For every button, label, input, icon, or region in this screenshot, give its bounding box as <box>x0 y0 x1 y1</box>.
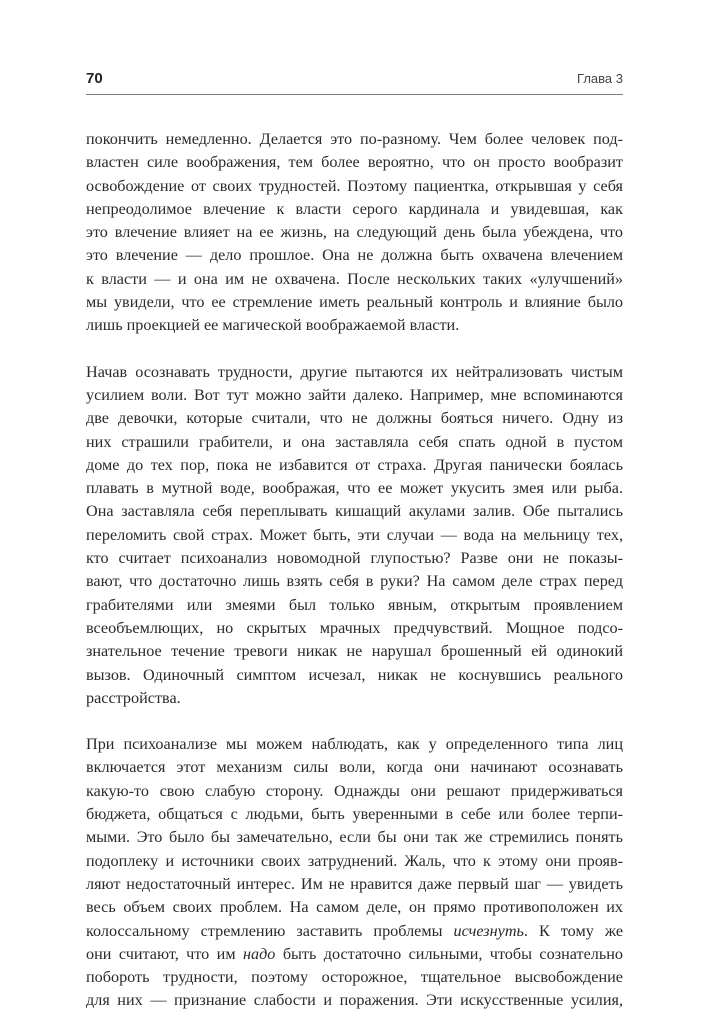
text-line: Она заставляла себя переплывать кишащий акулами залив. Обе пытались <box>86 502 623 521</box>
paragraph-3 <box>86 733 623 1013</box>
text-line: включается этот механизм силы воли, когда они начинают осознавать <box>86 758 623 777</box>
text-line: лишь проекцией ее магической воображаемой власти. <box>86 316 460 335</box>
text-line: к власти — и она им не охвачена. После нескольких таких «улучшений» <box>86 269 623 288</box>
text-line: это влечение — дело прошлое. Она не должна быть охвачена влечением <box>86 246 623 265</box>
text-line: колоссальному стремлению заставить проблемы исчезнуть. К тому же <box>86 921 623 940</box>
emphasis: исчезнуть <box>453 921 524 940</box>
text-line: знательное течение тревоги никак не нарушал брошенный ей одинокий <box>86 642 623 661</box>
header-divider <box>86 94 623 95</box>
text-line: плавать в мутной воде, воображая, что ее может укусить змея или рыба. <box>86 479 623 498</box>
text-line: мыми. Это было бы замечательно, если бы они так же стремились понять <box>86 828 623 847</box>
text-line: переломить свой страх. Может быть, эти случаи — вода на мельницу тех, <box>86 525 623 544</box>
text-line: две девочки, которые считали, что не должны бояться ничего. Одну из <box>86 409 623 428</box>
text-line: бюджета, общаться с людьми, быть уверенными в себе или более терпи- <box>86 805 623 824</box>
text-line: покончить немедленно. Делается это по-разному. Чем более человек под- <box>86 130 623 148</box>
page-number: 70 <box>86 70 103 87</box>
text-line: освобождение от своих трудностей. Поэтому пациентка, открывшая у себя <box>86 176 623 195</box>
text-line: вают, что достаточно лишь взять себя в руки? На самом деле страх перед <box>86 572 623 591</box>
text-line: непреодолимое влечение к власти серого кардинала и увидевшая, как <box>86 199 623 218</box>
text-line: Начав осознавать трудности, другие пытаются их нейтрализовать чистым <box>86 362 623 381</box>
paragraph-2 <box>86 361 623 710</box>
text-line: они считают, что им надо быть достаточно сильными, чтобы сознательно <box>86 944 623 963</box>
text-line: вызов. Одиночный симптом исчезал, никак не коснувшись реального <box>86 665 623 684</box>
emphasis: надо <box>242 944 276 963</box>
chapter-title: Глава 3 <box>577 71 623 86</box>
text-line: При психоанализе мы можем наблюдать, как у определенного типа лиц <box>86 735 623 754</box>
text-line: них страшили грабители, и она заставляла себя спать одной в пустом <box>86 432 623 451</box>
text-line: усилием воли. Вот тут можно зайти далеко. Например, мне вспоминаются <box>86 385 623 404</box>
text-line: весь объем своих проблем. На самом деле, он прямо противоположен их <box>86 898 623 917</box>
text-line: побороть трудности, поэтому осторожное, тщательное высвобождение <box>86 968 623 987</box>
text-line: ляют недостаточный интерес. Им не нравится даже первый шаг — увидеть <box>86 874 623 893</box>
text-line: мы увидели, что ее стремление иметь реальный контроль и влияние было <box>86 293 623 312</box>
text-line: кто считает психоанализ новомодной глупостью? Разве они не показы- <box>86 549 623 568</box>
page-header <box>86 70 623 94</box>
text-line: это влечение влияет на ее жизнь, на следующий день была убеждена, что <box>86 223 623 242</box>
text-line: доме до тех пор, пока не избавится от страха. Другая панически боялась <box>86 455 623 474</box>
text-line: всеобъемлющих, но скрытых мрачных предчувствий. Мощное подсо- <box>86 618 623 637</box>
text-line: грабителями или змеями был только явным, открытым проявлением <box>86 595 623 614</box>
text-line: подоплеку и источники своих затруднений. Жаль, что к этому они прояв- <box>86 851 623 870</box>
text-line: для них — признание слабости и поражения. Эти искусственные усилия, <box>86 991 623 1010</box>
text-line: какую-то свою слабую сторону. Однажды они решают придерживаться <box>86 781 623 800</box>
text-line: расстройства. <box>86 688 181 707</box>
paragraph-1 <box>86 128 623 338</box>
body-text <box>86 128 623 1036</box>
text-line: властен силе воображения, тем более вероятно, что он просто вообразит <box>86 153 623 172</box>
